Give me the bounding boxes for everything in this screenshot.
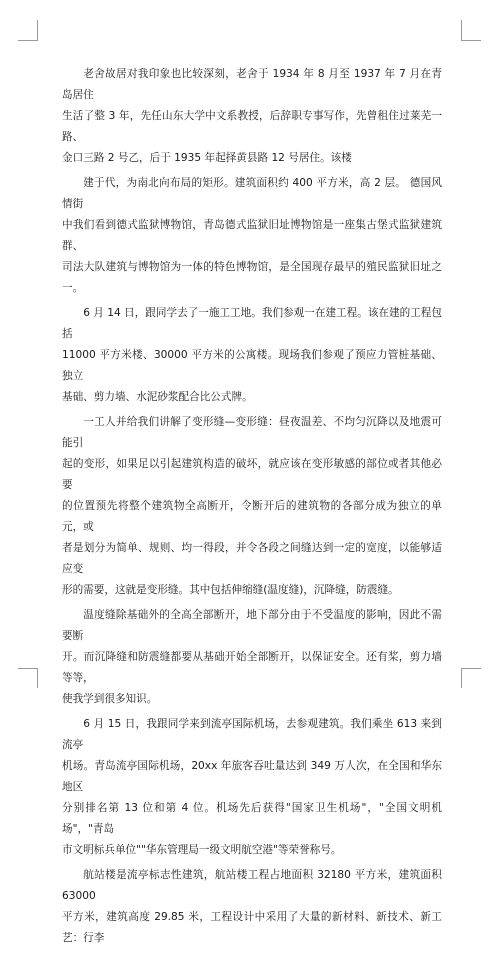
text-line: 起的变形，如果足以引起建筑构造的破坏，就应该在变形敏感的部位或者其他必要 xyxy=(62,458,442,491)
text-line: 一工人并给我们讲解了变形缝—变形缝：昼夜温差、不均匀沉降以及地震可能引 xyxy=(62,416,442,449)
text-line: 金口三路 2 号乙，后于 1935 年起择黄县路 12 号居住。该楼 xyxy=(62,152,352,164)
text-line: 11000 平方米楼、30000 平方米的公寓楼。现场我们参观了预应力管桩基础、独立 xyxy=(62,349,442,382)
crop-mark-bottom-right-vertical xyxy=(461,668,462,688)
text-line: 开。而沉降缝和防震缝都要从基础开始全部断开，以保证安全。还有桨，剪力墙等等， xyxy=(62,651,442,684)
text-line: 生活了整 3 年，先任山东大学中文系教授，后辞职专事写作，先曾租住过莱芜一路、 xyxy=(62,110,442,143)
paragraph-terminal-building xyxy=(62,865,442,949)
paragraph-laoshe-residence xyxy=(62,64,442,169)
text-line: 分别排名第 13 位和第 4 位。机场先后获得"国家卫生机场"，"全国文明机场"，"青岛 xyxy=(62,802,442,835)
text-line: 平方米，建筑高度 29.85 米，工程设计中采用了大量的新材料、新技术、新工艺：行李 xyxy=(62,911,442,944)
text-line: 形的需要，这就是变形缝。其中包括伸缩缝(温度缝)，沉降缝，防震缝。 xyxy=(62,584,399,596)
text-line: 6 月 15 日，我跟同学来到流亭国际机场，去参观建筑。我们乘坐 613 来到流亭 xyxy=(62,718,442,751)
paragraph-june-14-site-visit xyxy=(62,303,442,408)
crop-mark-bottom-left-vertical xyxy=(37,668,38,688)
text-line: 中我们看到德式监狱博物馆，青岛德式监狱旧址博物馆是一座集古堡式监狱建筑群、 xyxy=(62,219,442,252)
text-line: 司法大队建筑与博物馆为一体的特色博物馆，是全国现存最早的殖民监狱旧址之一。 xyxy=(62,261,442,294)
paragraph-deformation-joints xyxy=(62,412,442,601)
text-line: 者是划分为简单、规则、均一得段，并令各段之间缝达到一定的宽度，以能够适应变 xyxy=(62,542,442,575)
text-line: 6 月 14 日，跟同学去了一施工工地。我们参观一在建工程。该在建的工程包括 xyxy=(62,307,442,340)
crop-mark-top-left-vertical xyxy=(37,20,38,40)
text-line: 老舍故居对我印象也比较深刻，老舍于 1934 年 8 月至 1937 年 7 月在青岛居住 xyxy=(62,68,442,101)
paragraph-building-prison-museum xyxy=(62,173,442,299)
text-line: 的位置预先将整个建筑物全高断开，令断开后的建筑物的各部分成为独立的单元，或 xyxy=(62,500,442,533)
paragraph-temperature-joints xyxy=(62,605,442,710)
crop-mark-top-left-horizontal xyxy=(18,40,38,41)
paragraph-june-15-airport xyxy=(62,714,442,861)
text-line: 基础、剪力墙、水泥砂浆配合比公式牌。 xyxy=(62,391,253,403)
document-body xyxy=(62,64,442,953)
text-line: 航站楼是流亭标志性建筑，航站楼工程占地面积 32180 平方米，建筑面积 63000 xyxy=(62,869,442,902)
crop-mark-bottom-right-horizontal xyxy=(461,668,481,669)
crop-mark-bottom-left-horizontal xyxy=(18,668,38,669)
text-line: 使我学到很多知识。 xyxy=(62,693,158,705)
text-line: 机场。青岛流亭国际机场，20xx 年旅客吞吐量达到 349 万人次，在全国和华东地区 xyxy=(62,760,442,793)
text-line: 市文明标兵单位""华东管理局一级文明航空港"等荣誉称号。 xyxy=(62,844,342,856)
crop-mark-top-right-vertical xyxy=(461,20,462,40)
text-line: 温度缝除基础外的全高全部断开，地下部分由于不受温度的影响，因此不需要断 xyxy=(62,609,442,642)
text-line: 建于代，为南北向布局的矩形。建筑面积约 400 平方米，高 2 层。 德国风情街 xyxy=(62,177,442,210)
crop-mark-top-right-horizontal xyxy=(461,40,481,41)
